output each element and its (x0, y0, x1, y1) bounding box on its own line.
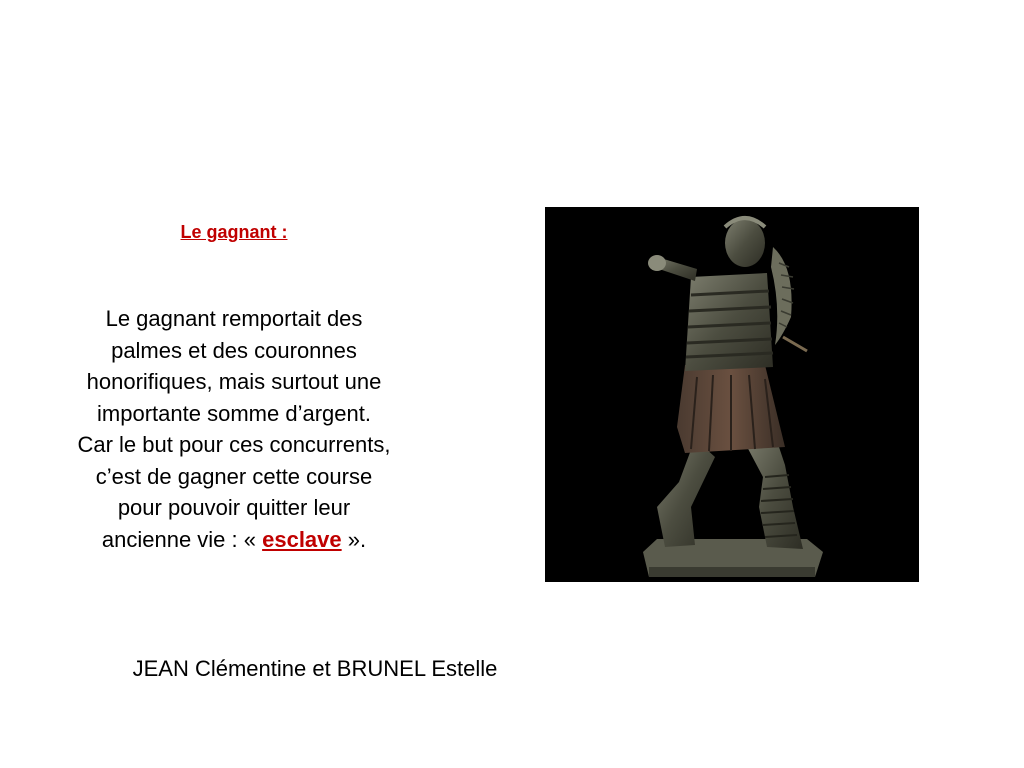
paragraph-line: honorifiques, mais surtout une (86, 369, 382, 394)
last-line-suffix: ». (341, 526, 367, 552)
emphasis-word: esclave (262, 526, 342, 552)
paragraph-line: palmes et des couronnes (111, 337, 357, 363)
last-line-prefix: ancienne vie : « (101, 526, 263, 552)
paragraph-last-line (36, 524, 432, 556)
paragraph-line: Le gagnant remportait des (105, 306, 363, 331)
authors-credit: JEAN Clémentine et BRUNEL Estelle (132, 656, 498, 681)
paragraph-line: importante somme d’argent. (97, 400, 371, 426)
body-paragraph (36, 303, 432, 555)
paragraph-line: pour pouvoir quitter leur (117, 495, 351, 520)
paragraph-line: c’est de gagner cette course (95, 463, 373, 489)
paragraph-line: Car le but pour ces concurrents, (77, 432, 391, 457)
statuette-photo (545, 207, 919, 582)
slide-title: Le gagnant : (180, 222, 288, 242)
bronze-statuette-icon (545, 207, 919, 582)
